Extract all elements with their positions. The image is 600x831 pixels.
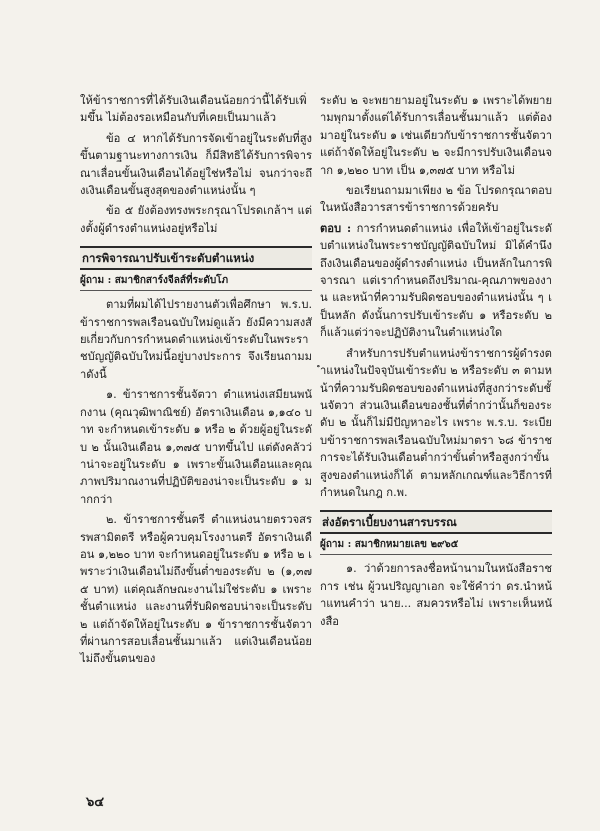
section1-question-2: ๒. ข้าราชการชั้นตรี ตำแหน่งนายตรวจสรรพสามิตตรี หรือผู้ควบคุมโรงงานตรี อัตราเงินเดือน ๑,๒๒๐ บาท จะกำหนดอยู่ในระดับ ๑ หรือ ๒ เพราะว่าเงินเดือนไม่ถึงขั้นต่ำของระดับ ๒ (๑,๓๗๕ บาท) แต่คุณลักษณะงานไม่ใช่ระดับ ๑ เพราะชั้นตำแหน่ง และงานที่รับผิดชอบน่าจะเป็นระดับ ๒ แต่ถ้าจัดให้อยู่ในระดับ ๑ ข้าราชการชั้นจัตวาที่ผ่านการสอบเลื่อนชั้นมาแล้ว แต่เงินเดือนน้อย ไม่ถึงขั้นตนของ xyxy=(80,513,312,666)
section2-asker: ผู้ถาม : สมาชิกหมายเลข ๒๙๖๕ xyxy=(320,538,552,555)
item-4-paragraph: ข้อ ๔ หากได้รับการจัดเข้าอยู่ในระดับที่สูงขึ้นตามฐานะทางการเงิน ก็มีสิทธิได้รับการพิจารณาเลื่อนขั้นเงินเดือนได้อยู่ใช่หรือไม่ จนกว่าจะถึงเงินเดือนขั้นสูงสุดของตำแหน่งนั้น ๆ xyxy=(80,131,312,198)
item-5-paragraph: ข้อ ๕ ยังต้องทรงพระกรุณาโปรดเกล้าฯ แต่งตั้งผู้ดำรงตำแหน่งอยู่หรือไม่ xyxy=(80,204,312,235)
right-paragraph-2: ขอเรียนถามมาเพียง ๒ ข้อ โปรดกรุณาตอบในหนังสือวารสารข้าราชการด้วยครับ xyxy=(320,184,552,215)
section1-asker: ผู้ถาม : สมาชิกสาร์งจีลส์ที่ระดับโภ xyxy=(80,274,312,291)
answer-paragraph xyxy=(320,220,552,342)
section1-question-1: ๑. ข้าราชการชั้นจัตวา ตำแหน่งเสมียนพนักงาน (คุณวุฒิพาณิชย์) อัตราเงินเดือน ๑,๑๔๐ บาท จะกำหนดเข้าระดับ ๑ หรือ ๒ ด้วยผู้อยู่ในระดับ ๒ นั้นเงินเดือน ๑,๓๗๕ บาทขึ้นไป แต่ดังคลัวว่าน่าจะอยู่ในระดับ ๑ เพราะขั้นเงินเดือนและคุณภาพปริมาณงานที่ปฏิบัติของน่าจะเป็นระดับ ๑ มากกว่า xyxy=(80,388,312,506)
section1-intro-paragraph: ตามที่ผมได้ไปรายงานตัวเพื่อศึกษา พ.ร.บ. ข้าราชการพลเรือนฉบับใหม่ดูแล้ว ยังมีความสงสัยเกี่ยวกับการกำหนดตำแหน่งเข้าระดับในพระราชบัญญัติฉบับใหม่นี้อยู่บางประการ จึงเรียนถามมาดังนี้ xyxy=(80,298,312,381)
right-paragraph-1: ระดับ ๒ จะพยายามอยู่ในระดับ ๑ เพราะได้พยายามพุกมาตั้งแต่ได้รับการเลื่อนชั้นมาแล้ว แต่ต้องมาอยู่ในระดับ ๑ เช่นเดียวกับข้าราชการชั้นจัตวา แต่ถ้าจัดให้อยู่ในระดับ ๒ จะมีการปรับเงินเดือนจาก ๑,๒๒๐ บาท เป็น ๑,๓๗๕ บาท หรือไม่ xyxy=(320,94,553,177)
page-number: ๖๔ xyxy=(86,795,105,810)
right-paragraph-3: สำหรับการปรับตำแหน่งข้าราชการผู้ดำรงตำแหน่งในปัจจุบันเข้าระดับ ๒ หรือระดับ ๓ ตามหน้าที่ความรับผิดชอบของตำแหน่งที่สูงกว่าระดับชั้นจัตวา ส่วนเงินเดือนของชั้นที่ต่ำกว่านั้นก็ของระดับ ๒ นั้นก็ไม่มีปัญหาอะไร เพราะ พ.ร.บ. ระเบียบข้าราชการพลเรือนฉบับใหม่มาตรา ๖๘ ข้าราชการจะได้รับเงินเดือนต่ำกว่าขั้นต่ำหรือสูงกว่าขั้นสูงของตำแหน่งก็ได้ ตามหลักเกณฑ์และวิธีการที่กำหนดในกฎ ก.พ. xyxy=(320,346,552,499)
left-paragraph-1: ให้ข้าราชการที่ได้รับเงินเดือนน้อยกว่านี้ได้รับเพิ่มขึ้น ไม่ต้องรอเหมือนกับที่เคยเป็นมาแล้ว xyxy=(80,94,307,125)
answer-label: ตอบ : xyxy=(320,220,352,235)
left-column xyxy=(80,92,312,671)
section-heading-position-levels: การพิจารณาปรับเข้าระดับตำแหน่ง xyxy=(80,246,312,270)
right-column xyxy=(320,92,552,633)
answer-text: การกำหนดตำแหน่ง เพื่อให้เข้าอยู่ในระดับตำแหน่งในพระราชบัญญัติฉบับใหม่ มิได้คำนึงถึงเงินเดือนของผู้ดำรงตำแหน่ง เป็นหลักในการพิจารณา แต่เรากำหนดถึงปริมาณ-คุณภาพของงาน และหน้าที่ความรับผิดชอบของตำแหน่งนั้น ๆ เป็นหลัก ดังนั้นการปรับเข้าระดับ ๑ หรือระดับ ๒ ก็แล้วแต่ว่าจะปฏิบัติงานในตำแหน่งใด xyxy=(320,221,552,340)
section-heading-correspondence: ส่งอัตราเบี้ยบงานสารบรรณ xyxy=(320,510,552,534)
section2-question-1: ๑. ว่าด้วยการลงชื่อหน้านามในหนังสือราชการ เช่น ผู้วนปริญญาเอก จะใช้คำว่า ดร.นำหน้าแทนคำว่า นาย... สมควรหรือไม่ เพราะเห็นหนังสือ xyxy=(320,562,552,628)
